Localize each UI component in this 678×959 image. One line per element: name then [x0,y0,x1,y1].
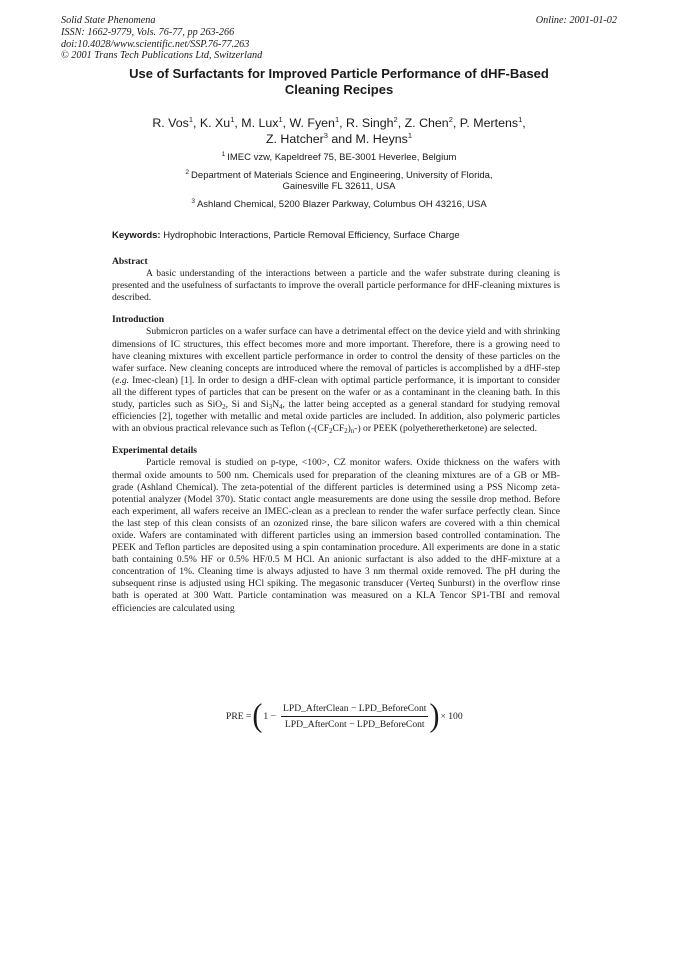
subscript: n [350,428,355,436]
author-affil-ref: 1 [230,115,235,124]
pre-formula [226,697,463,734]
author-separator: , [339,116,347,130]
keywords-line [112,230,572,241]
abstract-heading: Abstract [112,256,148,267]
author-affil-ref: 1 [188,115,193,124]
author-separator: , [397,116,405,130]
affiliation-text: Department of Materials Science and Engineering, University of Florida, [191,169,493,181]
author-affil-ref: 2 [393,115,398,124]
title-line-1: Use of Surfactants for Improved Particle Performance of dHF-Based [129,66,549,81]
subscript: 2 [329,428,333,436]
author-affil-ref: 2 [448,115,453,124]
author-name: Z. Chen [404,116,449,130]
author-affil-ref: 1 [518,115,523,124]
author-name: Z. Hatcher [265,132,324,146]
text-run: Submicron particles on a wafer surface can have a detrimental effect on the device yield and with shrinking dimensions of IC structures, this effect becomes more and more important. Therefore, there is a growing need to have cleaning mixtures with excellent particle performance in order to control the density of these particles on the wafer surface. New cleaning concepts are introduced where the removal of particles is accomplished by a dHF-step ( [112,326,560,386]
author-separator: , [522,116,526,130]
author-separator: and [327,132,356,146]
author-name: P. Mertens [459,116,519,130]
doi-line: doi:10.4028/www.scientific.net/SSP.76-77.263 [61,38,250,50]
keywords-text: Hydrophobic Interactions, Particle Removal Efficiency, Surface Charge [163,230,460,241]
subscript: 2 [222,404,226,412]
keywords-label: Keywords: [112,230,161,241]
affiliation-1 [95,152,583,164]
author-separator: , [452,116,460,130]
experimental-paragraph: Particle removal is studied on p-type, <100>, CZ monitor wafers. Oxide thickness on the wafers with thermal oxide amounts to 500 nm. Chemicals used for preparation of the cleaning mixtures are of a GB or MB-grade (Ashland Chemical). The zeta-potential of the different particles is determined using a PSS Nicomp zeta-potential analyzer (Model 370). Static contact angle measurements are done using the sessile drop method. Before each experiment, all wafers receive an IMEC-clean as a preclean to render the wafer surface perfectly clean. Since the last step of this clean consists of an ozonized rinse, the bare silicon wafers are covered with a thin chemical oxide. Wafers are contaminated with different particles using an immersion based controlled contamination. The PEEK and Teflon particles are deposited using a spin contamination procedure. All experiments are done in a static bath containing 0.5% HF or 0.5% HF/0.5 M HCl. An anionic surfactant is also added to the dHF-mixture at a concentration of 1%. Cleaning time is always adjusted to have 3 nm thermal oxide removed. The pH during the subsequent rinse is adjusted using HCl spiking. The megasonic transducer (Verteq Sunburst) in the overflow rinse bath is operated at 300 Watt. Particle contamination was measured on a KLA Tencor SP1-TBI and removal efficiencies are calculated using [112,457,560,614]
formula-fraction [281,703,428,730]
author-affil-ref: 3 [323,131,328,140]
online-date: Online: 2001-01-02 [535,15,617,26]
text-run: Imec-clean) [1]. In order to design a dHF-clean with optimal particle performance, it is important to consider all the different types of particles that can be present on the wafer or as a contaminant in the cleaning bath. In this study, particles such as SiO [112,374,560,411]
author-line-1 [95,115,583,131]
formula-left-paren: ( [252,697,263,734]
author-list [95,115,583,147]
journal-header [61,15,617,62]
formula-lhs: PRE = [226,710,252,722]
author-line-2 [95,131,583,147]
author-name: R. Vos [152,116,189,130]
author-affil-ref: 1 [278,115,283,124]
affiliation-list [95,152,583,216]
author-name: M. Heyns [355,132,408,146]
author-separator: , [192,116,200,130]
introduction-paragraph [112,326,560,435]
author-separator: , [282,116,290,130]
formula-times-100: × 100 [440,710,463,722]
formula-denominator: LPD_AfterCont − LPD_BeforeCont [284,718,425,730]
paper-title [90,66,588,98]
author-name: K. Xu [199,116,231,130]
text-run: -) or PEEK (polyetheretherketone) are selected. [354,423,537,435]
text-run: , the latter being accepted as a general standard for studying removal efficiencies [2], together with metallic and metal oxide particles are included. In addition, also polymeric particles with an obvious practical relevance such as Teflon (-(CF [112,399,560,435]
subscript: 2 [344,428,348,436]
experimental-heading: Experimental details [112,445,198,457]
introduction-heading: Introduction [112,314,165,326]
affiliation-3 [95,199,583,211]
text-run: , Si and Si [225,399,269,411]
affiliation-number: 3 [191,197,195,205]
copyright-line: © 2001 Trans Tech Publications Ltd, Switzerland [61,50,263,62]
text-run: CF [332,423,345,435]
subscript: 4 [279,404,283,412]
affiliation-number: 1 [221,151,226,158]
author-name: M. Lux [241,116,279,130]
subscript: 3 [268,404,273,412]
formula-numerator: LPD_AfterClean − LPD_BeforeCont [281,703,428,717]
text-run: ) [347,423,351,435]
author-affil-ref: 1 [407,131,413,140]
text-run-italic: e.g. [115,374,130,386]
text-run: N [272,399,280,411]
author-name: W. Fyen [289,116,335,130]
author-affil-ref: 1 [334,115,340,124]
affiliation-number: 2 [185,168,190,176]
affiliation-text-line-2: Gainesville FL 32611, USA [282,181,396,192]
body-text [112,256,560,615]
affiliation-text: Ashland Chemical, 5200 Blazer Parkway, Columbus OH 43216, USA [196,198,487,210]
affiliation-text: IMEC vzw, Kapeldreef 75, BE-3001 Heverlee, Belgium [227,152,457,163]
formula-right-paren: ) [429,697,440,734]
author-separator: , [234,116,242,130]
formula-one-minus: 1 − [263,710,277,722]
affiliation-2 [95,170,583,193]
author-name: R. Singh [346,116,394,130]
issn-line: ISSN: 1662-9779, Vols. 76-77, pp 263-266 [61,26,235,38]
journal-name: Solid State Phenomena [61,15,156,26]
title-line-2: Cleaning Recipes [284,82,394,97]
abstract-paragraph: A basic understanding of the interactions between a particle and the wafer substrate during cleaning is presented and the usefulness of surfactants to improve the overall particle performance for dHF-cleaning mixtures is described. [112,268,560,304]
